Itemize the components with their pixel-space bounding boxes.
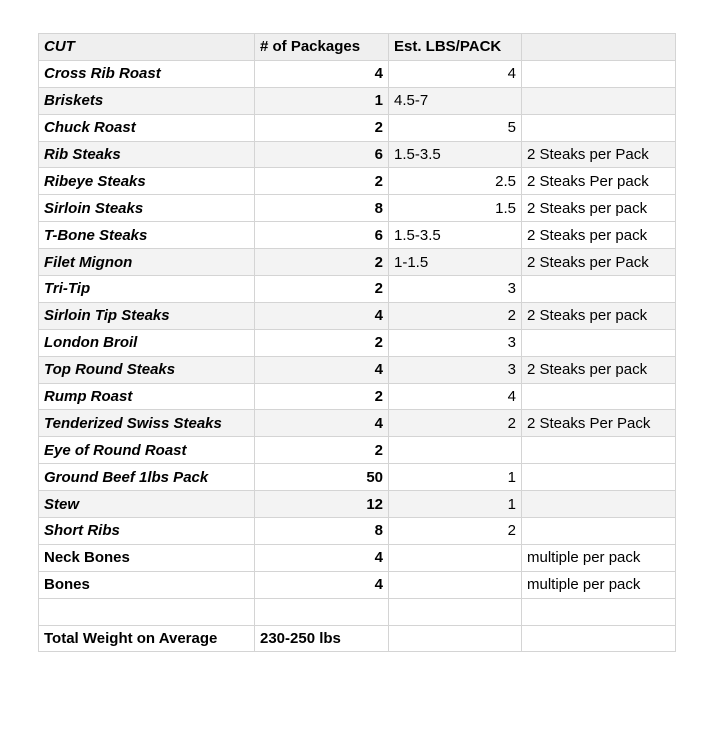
cell-lbs[interactable]: 1.5 [389, 195, 522, 222]
cell-lbs[interactable]: 1 [389, 464, 522, 491]
cell-cut[interactable]: Chuck Roast [39, 114, 255, 141]
header-packages[interactable]: # of Packages [255, 34, 389, 61]
empty-cell[interactable] [255, 598, 389, 625]
cell-lbs[interactable]: 1 [389, 491, 522, 518]
cell-packages[interactable]: 8 [255, 195, 389, 222]
table-header-row [39, 34, 676, 61]
cell-note[interactable] [522, 276, 676, 303]
cell-note[interactable] [522, 518, 676, 545]
cell-packages[interactable]: 2 [255, 168, 389, 195]
cell-note[interactable] [522, 464, 676, 491]
cell-note[interactable]: 2 Steaks per pack [522, 356, 676, 383]
cell-cut[interactable]: Rib Steaks [39, 141, 255, 168]
cell-cut[interactable]: Tri-Tip [39, 276, 255, 303]
cell-note[interactable] [522, 437, 676, 464]
cell-lbs[interactable]: 3 [389, 329, 522, 356]
table-row [39, 276, 676, 303]
cell-note[interactable] [522, 114, 676, 141]
empty-cell[interactable] [39, 598, 255, 625]
cell-cut[interactable]: Briskets [39, 87, 255, 114]
cuts-table [38, 33, 676, 652]
cell-lbs[interactable]: 1.5-3.5 [389, 141, 522, 168]
cell-cut[interactable]: Ribeye Steaks [39, 168, 255, 195]
cell-lbs[interactable]: 5 [389, 114, 522, 141]
cell-cut[interactable]: Tenderized Swiss Steaks [39, 410, 255, 437]
cell-lbs[interactable]: 4.5-7 [389, 87, 522, 114]
table-row [39, 195, 676, 222]
header-notes[interactable] [522, 34, 676, 61]
table-row [39, 302, 676, 329]
cell-packages[interactable]: 2 [255, 249, 389, 276]
cell-cut[interactable]: Cross Rib Roast [39, 60, 255, 87]
total-label[interactable]: Total Weight on Average [39, 625, 255, 652]
cell-note[interactable] [522, 60, 676, 87]
table-row [39, 168, 676, 195]
empty-cell[interactable] [522, 625, 676, 652]
cell-note[interactable]: 2 Steaks per pack [522, 222, 676, 249]
cell-note[interactable]: 2 Steaks per pack [522, 302, 676, 329]
cell-lbs[interactable]: 3 [389, 276, 522, 303]
cell-note[interactable]: 2 Steaks per Pack [522, 249, 676, 276]
table-row [39, 141, 676, 168]
cell-lbs[interactable]: 4 [389, 383, 522, 410]
cell-note[interactable]: 2 Steaks per pack [522, 195, 676, 222]
cell-lbs[interactable]: 1.5-3.5 [389, 222, 522, 249]
table-row [39, 222, 676, 249]
table-row [39, 571, 676, 598]
cell-packages[interactable]: 8 [255, 518, 389, 545]
total-value[interactable]: 230-250 lbs [255, 625, 389, 652]
cell-note[interactable] [522, 87, 676, 114]
total-row [39, 625, 676, 652]
empty-cell[interactable] [389, 625, 522, 652]
header-cut[interactable]: CUT [39, 34, 255, 61]
header-lbs-per-pack[interactable]: Est. LBS/PACK [389, 34, 522, 61]
cell-note[interactable]: 2 Steaks Per Pack [522, 410, 676, 437]
cell-lbs[interactable]: 2.5 [389, 168, 522, 195]
cell-packages[interactable]: 2 [255, 329, 389, 356]
table-row [39, 114, 676, 141]
cell-packages[interactable]: 4 [255, 571, 389, 598]
cell-lbs[interactable] [389, 437, 522, 464]
cell-cut[interactable]: Short Ribs [39, 518, 255, 545]
cell-note[interactable] [522, 329, 676, 356]
table-row [39, 87, 676, 114]
cell-cut[interactable]: Neck Bones [39, 544, 255, 571]
empty-cell[interactable] [522, 598, 676, 625]
cell-packages[interactable]: 2 [255, 437, 389, 464]
table-row [39, 518, 676, 545]
cell-cut[interactable]: Bones [39, 571, 255, 598]
table-row [39, 60, 676, 87]
table-row [39, 491, 676, 518]
cell-lbs[interactable]: 4 [389, 60, 522, 87]
cell-cut[interactable]: T-Bone Steaks [39, 222, 255, 249]
table-row [39, 464, 676, 491]
cell-lbs[interactable] [389, 571, 522, 598]
cell-packages[interactable]: 2 [255, 276, 389, 303]
cell-cut[interactable]: Rump Roast [39, 383, 255, 410]
table-row [39, 249, 676, 276]
cell-lbs[interactable]: 2 [389, 518, 522, 545]
cell-packages[interactable]: 50 [255, 464, 389, 491]
cell-packages[interactable]: 4 [255, 410, 389, 437]
table-row [39, 356, 676, 383]
table-row [39, 437, 676, 464]
empty-cell[interactable] [389, 598, 522, 625]
table-row [39, 544, 676, 571]
table-row [39, 383, 676, 410]
cell-lbs[interactable]: 1-1.5 [389, 249, 522, 276]
cell-cut[interactable]: London Broil [39, 329, 255, 356]
cell-packages[interactable]: 2 [255, 114, 389, 141]
cell-cut[interactable]: Filet Mignon [39, 249, 255, 276]
cell-lbs[interactable]: 2 [389, 410, 522, 437]
cell-note[interactable] [522, 383, 676, 410]
table-row [39, 410, 676, 437]
cell-cut[interactable]: Stew [39, 491, 255, 518]
cell-packages[interactable]: 6 [255, 141, 389, 168]
cell-cut[interactable]: Sirloin Tip Steaks [39, 302, 255, 329]
cell-cut[interactable]: Eye of Round Roast [39, 437, 255, 464]
cell-lbs[interactable]: 3 [389, 356, 522, 383]
empty-row [39, 598, 676, 625]
cell-packages[interactable]: 12 [255, 491, 389, 518]
cell-packages[interactable]: 4 [255, 60, 389, 87]
cell-packages[interactable]: 6 [255, 222, 389, 249]
cell-cut[interactable]: Ground Beef 1lbs Pack [39, 464, 255, 491]
cell-cut[interactable]: Top Round Steaks [39, 356, 255, 383]
cell-packages[interactable]: 4 [255, 302, 389, 329]
cell-packages[interactable]: 4 [255, 544, 389, 571]
cell-note[interactable]: 2 Steaks Per pack [522, 168, 676, 195]
cell-packages[interactable]: 1 [255, 87, 389, 114]
cell-note[interactable]: multiple per pack [522, 544, 676, 571]
cell-packages[interactable]: 2 [255, 383, 389, 410]
cell-note[interactable]: 2 Steaks per Pack [522, 141, 676, 168]
cell-lbs[interactable] [389, 544, 522, 571]
cell-note[interactable]: multiple per pack [522, 571, 676, 598]
cell-cut[interactable]: Sirloin Steaks [39, 195, 255, 222]
cell-packages[interactable]: 4 [255, 356, 389, 383]
cell-lbs[interactable]: 2 [389, 302, 522, 329]
table-row [39, 329, 676, 356]
cell-note[interactable] [522, 491, 676, 518]
